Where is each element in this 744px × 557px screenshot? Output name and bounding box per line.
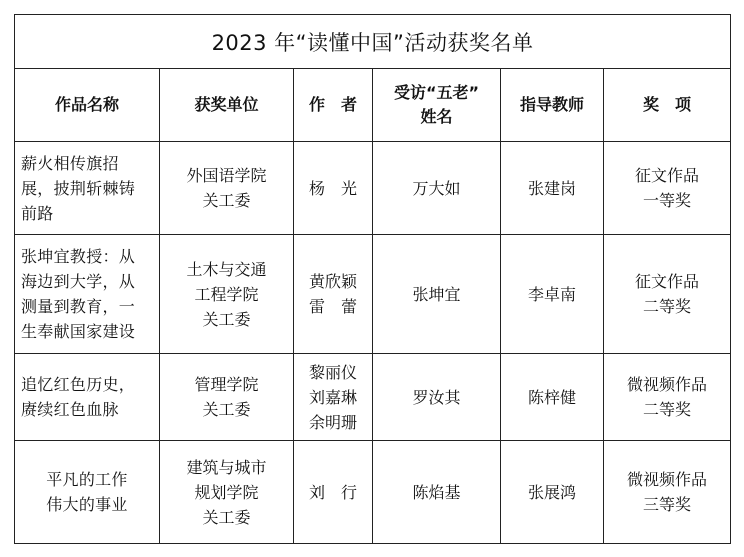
interviewee-cell: 陈焰基: [373, 441, 501, 544]
header-interviewee-line2: 姓名: [420, 107, 453, 126]
award-level: 二等奖: [643, 400, 692, 419]
award-category: 征文作品: [635, 272, 700, 291]
award-unit-line: 管理学院: [194, 375, 259, 394]
header-award-unit: 获奖单位: [160, 69, 294, 142]
award-unit-line: 土木与交通: [186, 259, 267, 279]
author-name: 黎丽仪: [308, 362, 357, 382]
award-unit-line: 外国语学院: [186, 166, 267, 185]
author-name: 刘 行: [308, 482, 357, 502]
work-name-cell: [15, 354, 160, 441]
work-name-line: 测量到教育，一: [21, 297, 136, 316]
table-row: [15, 354, 731, 441]
table-row: [15, 441, 731, 544]
work-name-line: 追忆红色历史，: [21, 375, 136, 394]
teacher-cell: 李卓南: [501, 235, 604, 354]
header-interviewee-line1: 受访“五老”: [393, 83, 480, 102]
work-name-cell: [15, 142, 160, 235]
award-cell: [604, 354, 731, 441]
teacher-cell: 张建岗: [501, 142, 604, 235]
work-name-line: 平凡的工作: [46, 470, 128, 489]
award-unit-line: 工程学院: [194, 284, 259, 304]
teacher-cell: 张展鸿: [501, 441, 604, 544]
award-cell: [604, 235, 731, 354]
award-unit-line: 关工委: [202, 400, 251, 419]
header-award: 奖 项: [604, 69, 731, 142]
header-work-name: 作品名称: [15, 69, 160, 142]
author-name: 雷 蕾: [308, 297, 357, 316]
award-category: 微视频作品: [627, 470, 708, 489]
award-unit-cell: [160, 235, 294, 354]
award-unit-line: 关工委: [202, 309, 251, 329]
award-level: 一等奖: [643, 191, 692, 210]
author-cell: [294, 441, 373, 544]
header-author: 作 者: [294, 69, 373, 142]
award-unit-line: 规划学院: [194, 482, 259, 502]
work-name-line: 前路: [21, 203, 54, 223]
table-row: [15, 142, 731, 235]
award-list-document: [14, 14, 730, 541]
award-unit-cell: [160, 142, 294, 235]
award-level: 二等奖: [643, 297, 692, 316]
work-name-line: 伟大的事业: [46, 495, 128, 514]
interviewee-cell: 万大如: [373, 142, 501, 235]
author-name: 刘嘉琳: [308, 387, 357, 407]
work-name-cell: [15, 235, 160, 354]
table-row: [15, 235, 731, 354]
author-cell: [294, 354, 373, 441]
award-unit-line: 建筑与城市: [186, 457, 267, 477]
award-unit-line: 关工委: [202, 191, 251, 210]
author-name: 杨 光: [308, 178, 357, 198]
header-teacher: 指导教师: [501, 69, 604, 142]
author-cell: [294, 142, 373, 235]
author-name: 黄欣颖: [308, 272, 357, 291]
work-name-line: 赓续红色血脉: [21, 400, 119, 419]
award-level: 三等奖: [643, 495, 692, 514]
award-category: 征文作品: [635, 166, 700, 185]
award-unit-line: 关工委: [202, 507, 251, 527]
award-cell: [604, 441, 731, 544]
award-table: [14, 14, 731, 544]
table-title: 2023 年“读懂中国”活动获奖名单: [15, 15, 731, 69]
header-row: [15, 69, 731, 142]
work-name-cell: [15, 441, 160, 544]
award-cell: [604, 142, 731, 235]
work-name-line: 海边到大学，从: [21, 272, 136, 291]
author-name: 余明珊: [308, 412, 357, 432]
work-name-line: 张坤宜教授：从: [21, 247, 136, 266]
interviewee-cell: 张坤宜: [373, 235, 501, 354]
author-cell: [294, 235, 373, 354]
header-interviewee: [373, 69, 501, 142]
work-name-line: 薪火相传旗招: [21, 153, 119, 173]
award-category: 微视频作品: [627, 375, 708, 394]
work-name-line: 生奉献国家建设: [21, 322, 136, 341]
award-unit-cell: [160, 354, 294, 441]
teacher-cell: 陈梓健: [501, 354, 604, 441]
work-name-line: 展，披荆斩棘铸: [21, 178, 136, 198]
interviewee-cell: 罗汝其: [373, 354, 501, 441]
award-unit-cell: [160, 441, 294, 544]
